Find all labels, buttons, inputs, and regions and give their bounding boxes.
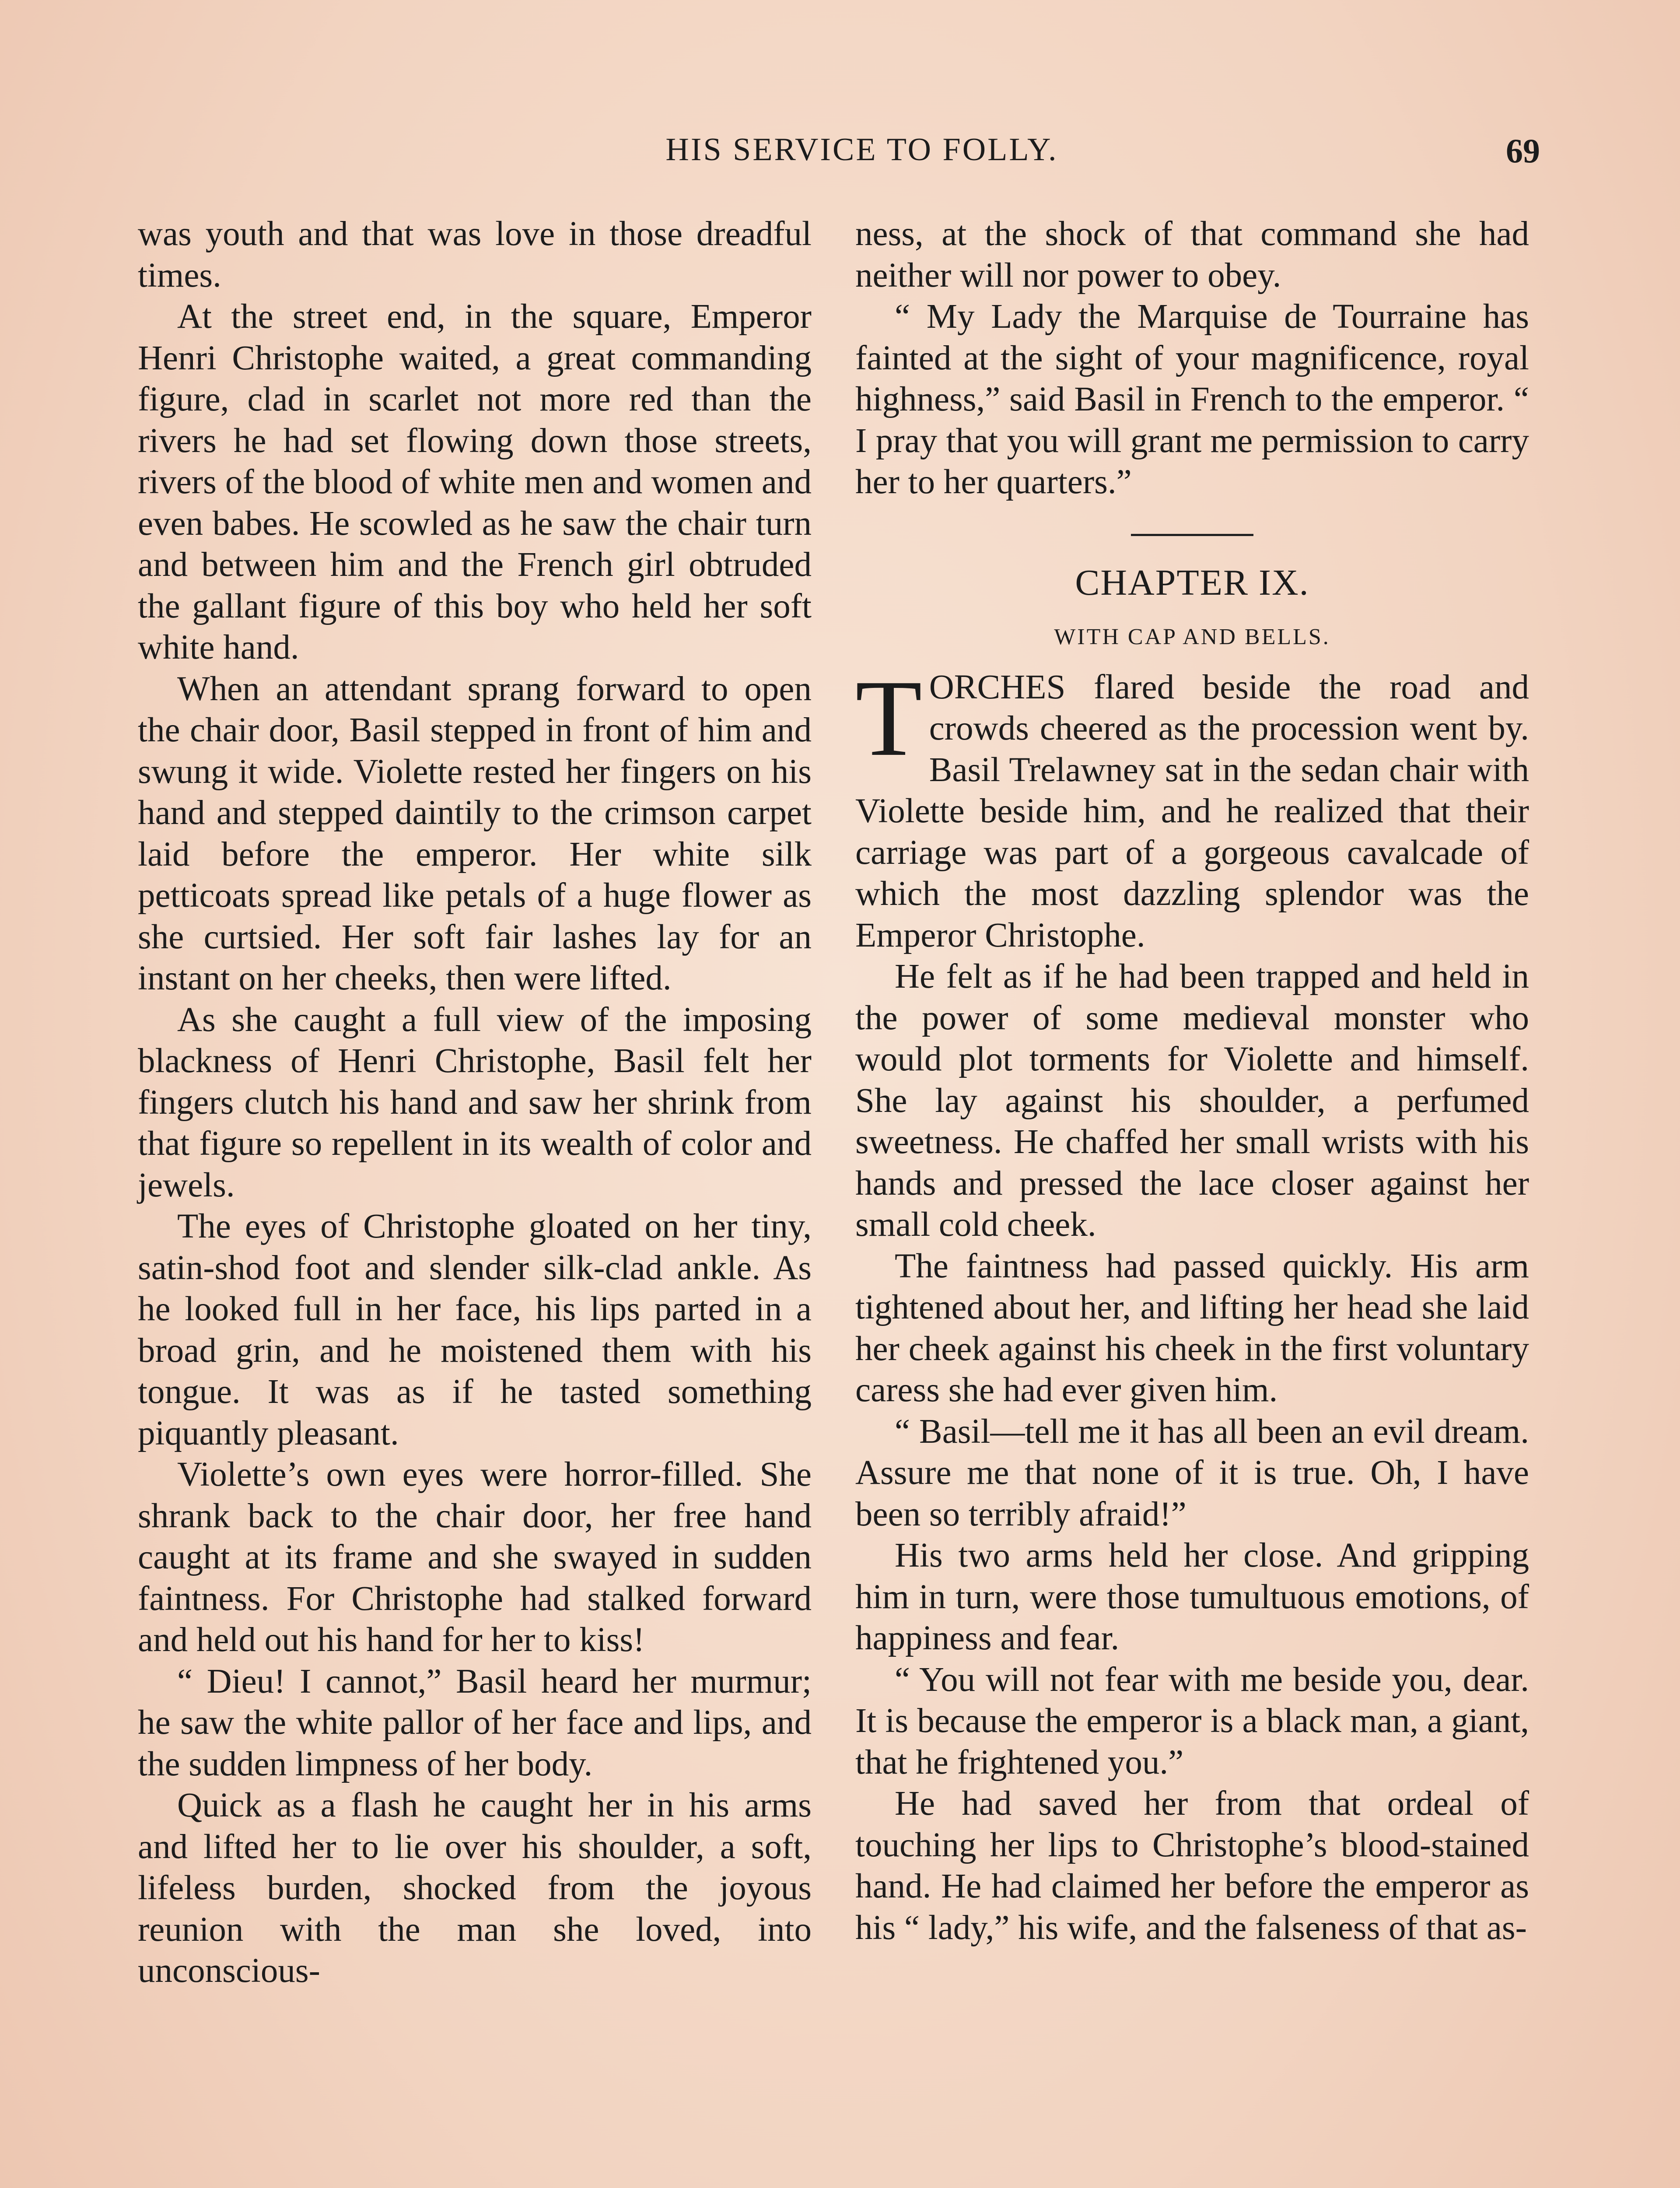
paragraph: When an attendant sprang forward to open the chair door, Basil stepped in front of him and swung it wide. Violette rested her fingers on his hand and stepped daintily to the crimson carpet laid before the emperor. Her white silk petticoats spread like petals of a huge flower as she curtsied. Her soft fair lashes lay for an instant on her cheeks, then were lifted. (138, 670, 812, 997)
paragraph: “ My Lady the Marquise de Tourraine has fainted at the sight of your magnificence, royal highness,” said Basil in French to the emperor. “ I pray that you will grant me permission to carry her to her quarters.” (855, 298, 1529, 501)
paragraph: “ Dieu! I cannot,” Basil heard her murmur; he saw the white pallor of her face and lips, and the sudden limpness of her body. (138, 1662, 812, 1783)
chapter-title: CHAPTER IX. (1075, 562, 1309, 603)
paragraph: ness, at the shock of that command she had neither will nor power to obey. (855, 215, 1529, 295)
paragraph: was youth and that was love in those dreadful times. (138, 215, 812, 295)
chapter-subtitle: WITH CAP AND BELLS. (1054, 624, 1330, 649)
left-column (138, 214, 812, 1992)
paragraph: His two arms held her close. And gripping him in turn, were those tumultuous emotions, of happiness and fear. (855, 1536, 1529, 1657)
paragraph: The faintness had passed quickly. His arm tightened about her, and lifting her head she laid her cheek against his cheek in the first voluntary caress she had ever given him. (855, 1247, 1529, 1409)
chapter-divider-rule (1131, 534, 1253, 536)
right-column (855, 214, 1529, 1949)
page-number: 69 (1506, 132, 1540, 170)
paragraph: “ Basil—tell me it has all been an evil dream. Assure me that none of it is true. Oh, I have been so terribly afraid!” (855, 1412, 1529, 1533)
paragraph: As she caught a full view of the imposing blackness of Henri Christophe, Basil felt her fingers clutch his hand and saw her shrink from that figure so repellent in its wealth of color and jewels. (138, 1000, 812, 1204)
paragraph: The eyes of Christophe gloated on her tiny, satin-shod foot and slender silk-clad ankle. As he looked full in her face, his lips parted in a broad grin, and he moistened them with his tongue. It was as if he tasted something piquantly pleasant. (138, 1207, 812, 1452)
drop-cap: T (855, 657, 922, 779)
running-head: HIS SERVICE TO FOLLY. (665, 132, 1058, 168)
paragraph: He had saved her from that ordeal of touching her lips to Christophe’s blood-stained hand. He had claimed her before the emperor as his “ lady,” his wife, and the falseness of that as- (855, 1785, 1529, 1947)
paragraph: Quick as a flash he caught her in his arms and lifted her to lie over his shoulder, a soft, lifeless burden, shocked from the joyous reunion with the man she loved, into unconscious- (138, 1786, 812, 1990)
paragraph: He felt as if he had been trapped and held in the power of some medieval monster who would plot torments for Violette and himself. She lay against his shoulder, a perfumed sweetness. He chaffed her small wrists with his hands and pressed the lace closer against her small cold cheek. (855, 957, 1529, 1244)
paragraph: Violette’s own eyes were horror-filled. She shrank back to the chair door, her free hand caught at its frame and she swayed in sudden faintness. For Christophe had stalked forward and held out his hand for her to kiss! (138, 1455, 812, 1659)
opening-text: ORCHES flared beside the road and crowds cheered as the procession went by. Basil Trelawney sat in the sedan chair with Violette beside him, and he realized that their carriage was part of a gorgeous cavalcade of which the most dazzling splendor was the Emperor Christophe. (855, 668, 1529, 954)
paragraph: At the street end, in the square, Emperor Henri Christophe waited, a great commanding figure, clad in scarlet not more red than the rivers he had set flowing down those streets, rivers of the blood of white men and women and even babes. He scowled as he saw the chair turn and between him and the French girl obtruded the gallant figure of this boy who held her soft white hand. (138, 298, 812, 666)
paragraph: “ You will not fear with me beside you, dear. It is because the emperor is a black man, a giant, that he frightened you.” (855, 1660, 1529, 1781)
chapter-opening-paragraph (855, 657, 1529, 957)
